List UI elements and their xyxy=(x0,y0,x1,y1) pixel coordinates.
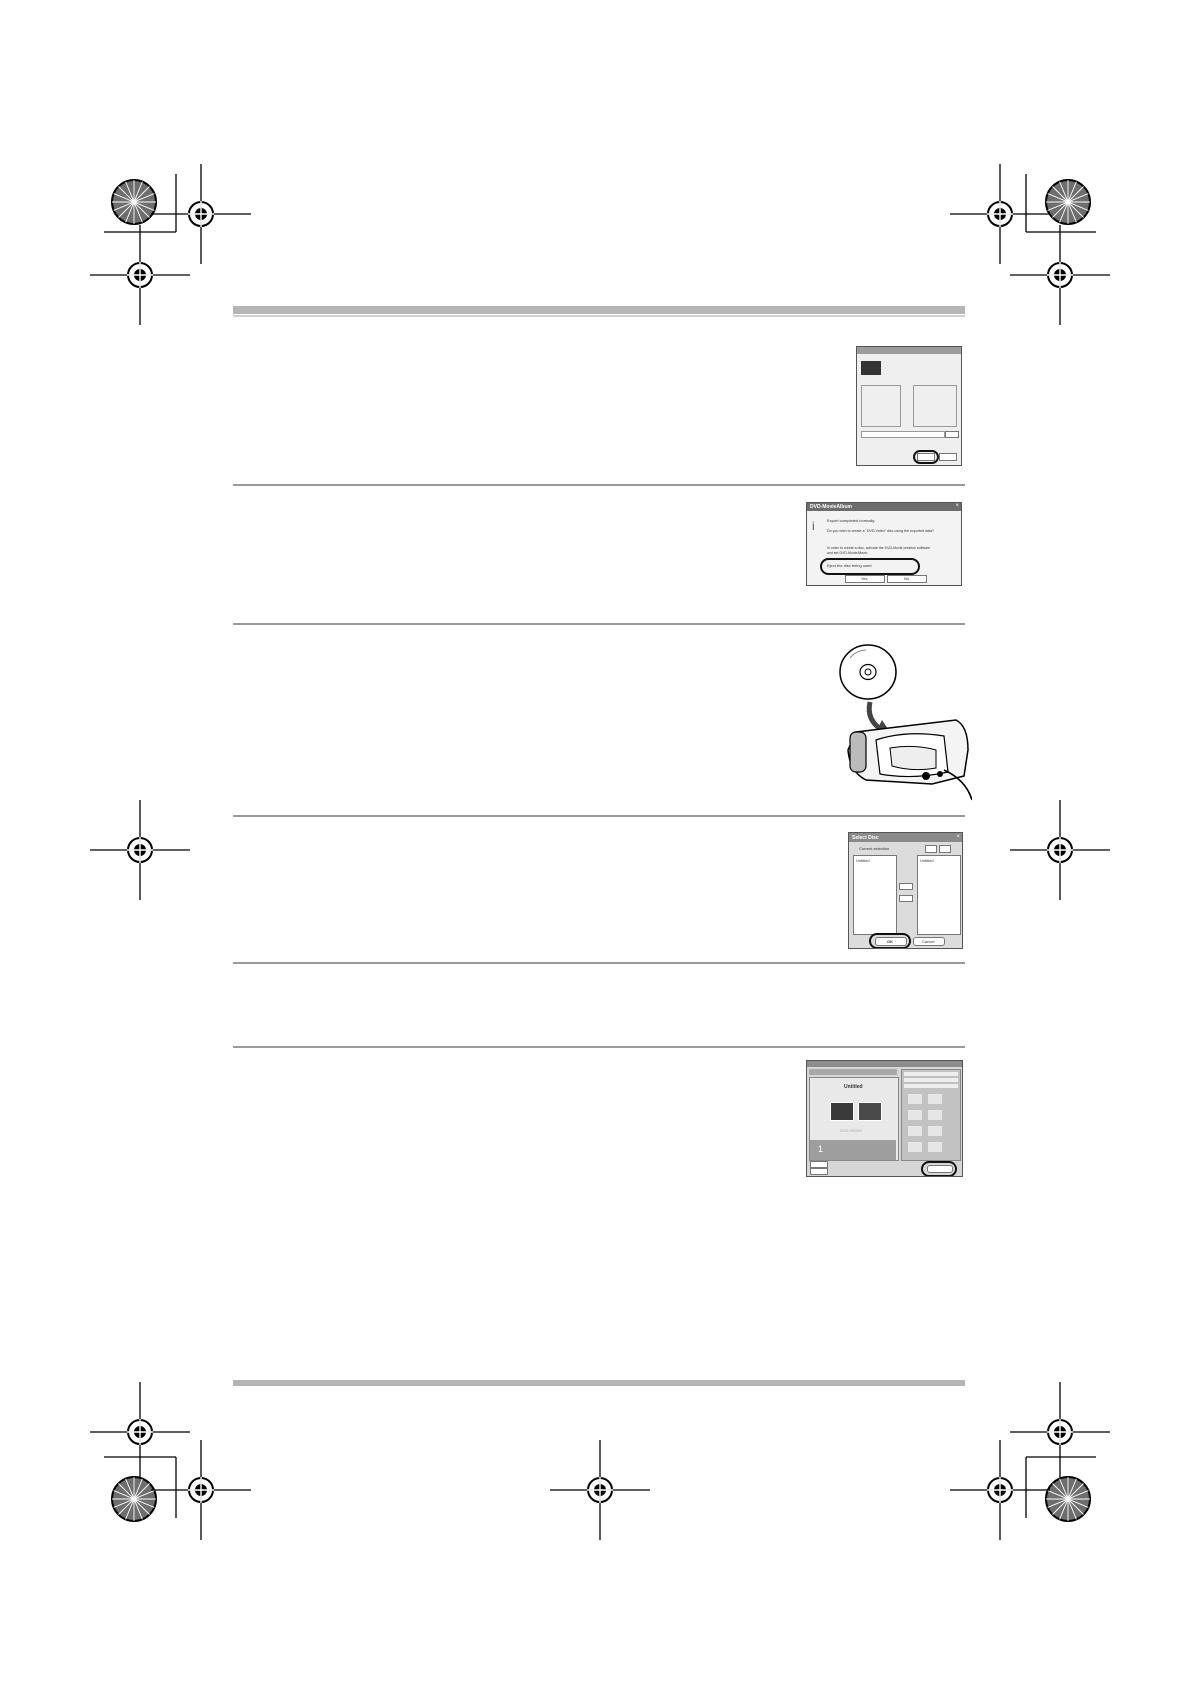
yes-button xyxy=(845,575,885,583)
step-divider xyxy=(233,815,965,817)
right-list xyxy=(917,855,961,935)
template-panel xyxy=(901,1069,961,1161)
close-icon: × xyxy=(956,834,960,840)
side-button xyxy=(810,1168,828,1175)
cancel-button xyxy=(913,937,945,946)
template-tab-row xyxy=(904,1084,958,1088)
template-thumb xyxy=(908,1142,922,1152)
step-divider xyxy=(233,623,965,625)
template-thumb xyxy=(928,1094,942,1104)
dialog-line-4: and set DVD-MovieAlbum. xyxy=(827,551,869,555)
add-button xyxy=(899,883,913,890)
template-thumb xyxy=(928,1126,942,1136)
header-band xyxy=(233,306,965,314)
template-tab-row xyxy=(904,1078,958,1082)
page-number: 1 xyxy=(818,1144,824,1154)
select-disc-screenshot xyxy=(848,832,963,949)
template-thumb xyxy=(908,1126,922,1136)
info-icon: i xyxy=(812,519,815,533)
start-highlight xyxy=(913,450,939,464)
settings-panel xyxy=(861,385,901,427)
step-divider xyxy=(233,962,965,964)
template-thumb xyxy=(928,1110,942,1120)
finish-highlight xyxy=(921,1161,957,1177)
scene-thumbnail xyxy=(858,1102,882,1121)
left-list xyxy=(853,855,897,935)
page-number-box xyxy=(810,1140,896,1160)
eject-highlight xyxy=(820,558,920,575)
template-tab-row xyxy=(904,1072,958,1076)
menu-watermark: DVD-VIDEO xyxy=(840,1128,863,1133)
dialog-line-2: Do you wish to create a "DVD-Video" disc using the exported data? xyxy=(827,529,934,533)
no-button xyxy=(887,575,927,583)
footer-band xyxy=(233,1380,965,1386)
yes-label: Yes xyxy=(861,576,868,581)
dvd-authoring-screenshot xyxy=(806,1060,963,1177)
step-divider xyxy=(233,484,965,486)
dialog-line-1: Export completed normally. xyxy=(827,518,876,523)
template-thumb xyxy=(908,1094,922,1104)
dialog-titlebar xyxy=(807,503,961,511)
template-thumb xyxy=(928,1142,942,1152)
menu-preview xyxy=(809,1077,899,1161)
browse-button xyxy=(945,431,959,438)
disc-insert-illustration xyxy=(836,640,972,805)
header-band-line xyxy=(233,315,965,317)
dialog-title: Select Disc xyxy=(852,835,879,841)
side-button xyxy=(810,1161,828,1168)
arrow-down-button xyxy=(939,845,951,853)
template-thumb xyxy=(908,1110,922,1120)
video-thumbnail xyxy=(861,361,881,375)
no-label: No xyxy=(904,576,910,581)
step-divider xyxy=(233,1046,965,1048)
selection-label: Current selection xyxy=(859,846,890,851)
scene-thumbnail xyxy=(830,1102,854,1121)
camcorder-icon xyxy=(848,720,972,800)
ok-label: OK xyxy=(887,939,893,944)
dialog-titlebar xyxy=(857,347,961,354)
arrow-up-button xyxy=(925,845,937,853)
left-list-item: Untitled xyxy=(856,858,870,863)
export-settings-screenshot xyxy=(856,346,962,466)
menu-title: Untitled xyxy=(844,1084,863,1090)
dialog-titlebar xyxy=(849,833,962,842)
settings-panel xyxy=(913,385,957,427)
cancel-button xyxy=(939,453,957,461)
cancel-label: Cancel xyxy=(922,939,935,944)
disc-icon xyxy=(840,645,896,699)
dialog-titlebar xyxy=(807,1061,962,1067)
ok-highlight xyxy=(869,933,911,949)
path-field xyxy=(861,431,945,438)
right-list-item: Untitled xyxy=(920,858,934,863)
dvd-moviealbum-dialog-screenshot xyxy=(806,502,962,586)
dialog-line-3: In order to create a disc, activate the DVD-Movie creation software xyxy=(827,546,931,550)
eject-checkbox: Eject the disc being used xyxy=(827,563,872,568)
dialog-title: DVD-MovieAlbum xyxy=(810,504,852,510)
remove-button xyxy=(899,895,913,902)
close-icon: × xyxy=(955,503,959,509)
toolbar-strip xyxy=(809,1069,897,1075)
